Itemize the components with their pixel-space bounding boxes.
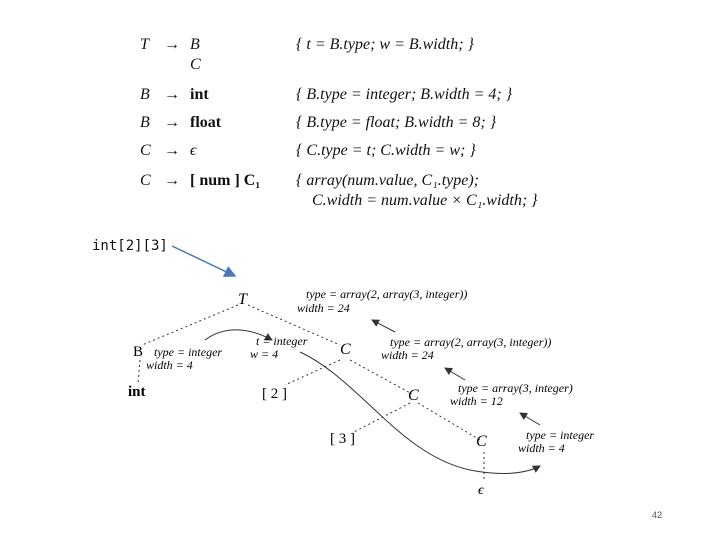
semantic-action: { B.type = integer; B.width = 4; }: [296, 86, 513, 103]
production-lhs: B: [140, 114, 150, 131]
node-epsilon: ϵ: [478, 483, 484, 498]
node-T: T: [238, 291, 247, 308]
annotation-T-width: width = 24: [297, 301, 350, 315]
annotation-w: w = 4: [250, 347, 279, 361]
node-C: C: [340, 341, 351, 358]
node-C: C: [408, 387, 419, 404]
annotation-t: t = integer: [256, 334, 308, 348]
production-arrow: →: [164, 142, 180, 159]
production-rhs: int: [190, 86, 209, 103]
node-B: B: [133, 344, 144, 360]
annotation-C2-type: type = array(3, integer): [458, 381, 573, 395]
production-arrow: →: [164, 114, 180, 131]
semantic-action: { t = B.type; w = B.width; }: [296, 36, 474, 53]
production-rhs: float: [190, 114, 222, 131]
production-rhs: [ num ] C₁: [190, 172, 261, 189]
synthesized-flow-arrow: [445, 368, 465, 380]
semantic-action: { C.type = t; C.width = w; }: [296, 142, 476, 159]
annotation-C2-width: width = 12: [450, 394, 503, 408]
production-rhs: ϵ: [190, 142, 197, 159]
annotation-C3-type: type = integer: [526, 428, 595, 442]
node-dim: [ 3 ]: [330, 431, 355, 447]
semantic-action: { B.type = float; B.width = 8; }: [296, 114, 497, 131]
production-lhs: B: [140, 86, 150, 103]
node-dim: [ 2 ]: [262, 386, 287, 402]
annotation-C1-type: type = array(2, array(3, integer)): [390, 335, 552, 349]
page-number: 42: [652, 510, 663, 520]
semantic-action: { array(num.value, C₁.type);: [296, 172, 480, 189]
annotation-B-width: width = 4: [146, 358, 193, 372]
production-lhs: T: [140, 36, 149, 53]
production-rhs: B: [190, 36, 200, 53]
attribute-annotations: [146, 287, 594, 455]
node-int: int: [128, 384, 146, 400]
synthesized-flow-arrow: [520, 413, 540, 425]
semantic-action: C.width = num.value × C₁.width; }: [312, 192, 538, 209]
annotation-T-type: type = array(2, array(3, integer)): [306, 287, 468, 301]
annotation-C1-width: width = 24: [381, 348, 434, 362]
production-lhs: C: [140, 142, 151, 159]
inherited-flow-arrow: [300, 352, 540, 473]
pointer-arrow: [172, 246, 235, 276]
node-C: C: [476, 433, 487, 450]
production-lhs: C: [140, 172, 151, 189]
synthesized-flow-arrow: [372, 320, 395, 332]
production-arrow: →: [164, 86, 180, 103]
production-arrow: →: [164, 172, 180, 189]
production-rhs: C: [190, 56, 201, 73]
annotation-B-type: type = integer: [154, 345, 223, 359]
code-example: int[2][3]: [92, 238, 168, 254]
production-arrow: →: [164, 36, 180, 53]
annotation-C3-width: width = 4: [518, 441, 565, 455]
